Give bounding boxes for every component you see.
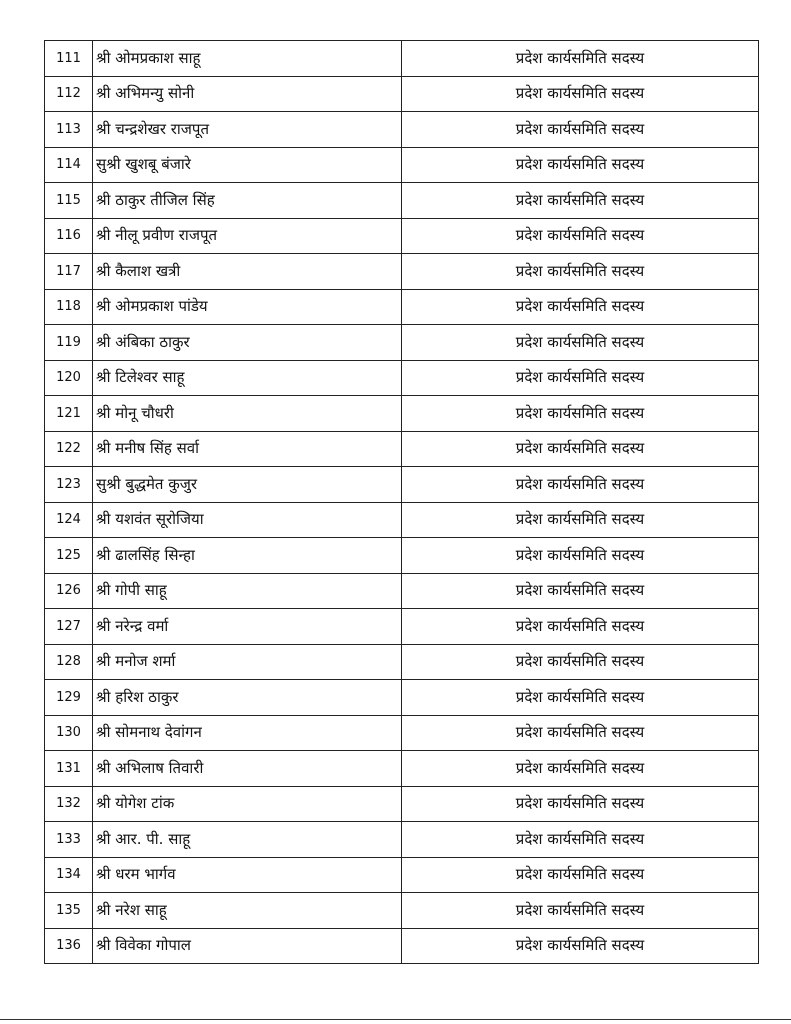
table-row	[45, 360, 759, 396]
member-post-cell: प्रदेश कार्यसमिति सदस्य	[402, 928, 759, 964]
table-row	[45, 893, 759, 929]
table-row	[45, 928, 759, 964]
serial-number-cell: 119	[45, 325, 93, 361]
serial-number-cell: 122	[45, 431, 93, 467]
serial-number-cell: 129	[45, 680, 93, 716]
member-name-cell: श्री अंबिका ठाकुर	[93, 325, 402, 361]
member-name-cell: श्री ठाकुर तीजिल सिंह	[93, 183, 402, 219]
serial-number-cell: 112	[45, 76, 93, 112]
table-row	[45, 325, 759, 361]
serial-number-cell: 113	[45, 112, 93, 148]
member-name-cell: श्री कैलाश खत्री	[93, 254, 402, 290]
serial-number-cell: 117	[45, 254, 93, 290]
table-row	[45, 715, 759, 751]
member-name-cell: श्री ढालसिंह सिन्हा	[93, 538, 402, 574]
table-row	[45, 502, 759, 538]
serial-number-cell: 121	[45, 396, 93, 432]
member-name-cell: श्री चन्द्रशेखर राजपूत	[93, 112, 402, 148]
table-row	[45, 751, 759, 787]
serial-number-cell: 131	[45, 751, 93, 787]
member-name-cell: श्री नीलू प्रवीण राजपूत	[93, 218, 402, 254]
member-name-cell: श्री ओमप्रकाश पांडेय	[93, 289, 402, 325]
table-row	[45, 112, 759, 148]
serial-number-cell: 127	[45, 609, 93, 645]
serial-number-cell: 133	[45, 822, 93, 858]
member-name-cell: श्री गोपी साहू	[93, 573, 402, 609]
table-row	[45, 822, 759, 858]
member-name-cell: श्री अभिलाष तिवारी	[93, 751, 402, 787]
serial-number-cell: 114	[45, 147, 93, 183]
serial-number-cell: 130	[45, 715, 93, 751]
member-name-cell: श्री टिलेश्वर साहू	[93, 360, 402, 396]
table-row	[45, 431, 759, 467]
member-post-cell: प्रदेश कार्यसमिति सदस्य	[402, 396, 759, 432]
member-post-cell: प्रदेश कार्यसमिति सदस्य	[402, 41, 759, 77]
member-post-cell: प्रदेश कार्यसमिति सदस्य	[402, 218, 759, 254]
member-name-cell: श्री मोनू चौधरी	[93, 396, 402, 432]
member-post-cell: प्रदेश कार्यसमिति सदस्य	[402, 893, 759, 929]
serial-number-cell: 123	[45, 467, 93, 503]
member-post-cell: प्रदेश कार्यसमिति सदस्य	[402, 715, 759, 751]
table-row	[45, 680, 759, 716]
table-row	[45, 218, 759, 254]
member-post-cell: प्रदेश कार्यसमिति सदस्य	[402, 76, 759, 112]
member-post-cell: प्रदेश कार्यसमिति सदस्य	[402, 538, 759, 574]
table-row	[45, 786, 759, 822]
member-name-cell: श्री आर. पी. साहू	[93, 822, 402, 858]
table-row	[45, 289, 759, 325]
table-row	[45, 41, 759, 77]
serial-number-cell: 135	[45, 893, 93, 929]
member-name-cell: श्री नरेश साहू	[93, 893, 402, 929]
member-post-cell: प्रदेश कार्यसमिति सदस्य	[402, 254, 759, 290]
member-name-cell: श्री योगेश टांक	[93, 786, 402, 822]
member-post-cell: प्रदेश कार्यसमिति सदस्य	[402, 325, 759, 361]
member-name-cell: श्री नरेन्द्र वर्मा	[93, 609, 402, 645]
table-row	[45, 467, 759, 503]
serial-number-cell: 116	[45, 218, 93, 254]
table-row	[45, 644, 759, 680]
member-post-cell: प्रदेश कार्यसमिति सदस्य	[402, 573, 759, 609]
serial-number-cell: 111	[45, 41, 93, 77]
table-row	[45, 538, 759, 574]
member-name-cell: श्री मनोज शर्मा	[93, 644, 402, 680]
serial-number-cell: 120	[45, 360, 93, 396]
table-row	[45, 147, 759, 183]
serial-number-cell: 132	[45, 786, 93, 822]
member-post-cell: प्रदेश कार्यसमिति सदस्य	[402, 183, 759, 219]
member-post-cell: प्रदेश कार्यसमिति सदस्य	[402, 786, 759, 822]
table-row	[45, 76, 759, 112]
member-post-cell: प्रदेश कार्यसमिति सदस्य	[402, 502, 759, 538]
member-post-cell: प्रदेश कार्यसमिति सदस्य	[402, 431, 759, 467]
serial-number-cell: 134	[45, 857, 93, 893]
member-name-cell: सुश्री बुद्धमेत कुजुर	[93, 467, 402, 503]
serial-number-cell: 128	[45, 644, 93, 680]
member-rows	[45, 41, 759, 964]
member-post-cell: प्रदेश कार्यसमिति सदस्य	[402, 751, 759, 787]
member-name-cell: सुश्री खुशबू बंजारे	[93, 147, 402, 183]
member-name-cell: श्री हरिश ठाकुर	[93, 680, 402, 716]
member-post-cell: प्रदेश कार्यसमिति सदस्य	[402, 147, 759, 183]
table-row	[45, 183, 759, 219]
member-post-cell: प्रदेश कार्यसमिति सदस्य	[402, 822, 759, 858]
member-list-table	[44, 40, 759, 964]
serial-number-cell: 136	[45, 928, 93, 964]
table-row	[45, 396, 759, 432]
serial-number-cell: 118	[45, 289, 93, 325]
serial-number-cell: 124	[45, 502, 93, 538]
member-post-cell: प्रदेश कार्यसमिति सदस्य	[402, 467, 759, 503]
page-bottom-rule	[0, 1019, 791, 1020]
member-post-cell: प्रदेश कार्यसमिति सदस्य	[402, 289, 759, 325]
member-name-cell: श्री धरम भार्गव	[93, 857, 402, 893]
member-post-cell: प्रदेश कार्यसमिति सदस्य	[402, 360, 759, 396]
member-name-cell: श्री ओमप्रकाश साहू	[93, 41, 402, 77]
member-post-cell: प्रदेश कार्यसमिति सदस्य	[402, 680, 759, 716]
member-post-cell: प्रदेश कार्यसमिति सदस्य	[402, 112, 759, 148]
table-row	[45, 609, 759, 645]
member-post-cell: प्रदेश कार्यसमिति सदस्य	[402, 644, 759, 680]
member-name-cell: श्री अभिमन्यु सोनी	[93, 76, 402, 112]
member-name-cell: श्री विवेका गोपाल	[93, 928, 402, 964]
member-post-cell: प्रदेश कार्यसमिति सदस्य	[402, 857, 759, 893]
serial-number-cell: 115	[45, 183, 93, 219]
serial-number-cell: 125	[45, 538, 93, 574]
serial-number-cell: 126	[45, 573, 93, 609]
table-row	[45, 573, 759, 609]
member-name-cell: श्री सोमनाथ देवांगन	[93, 715, 402, 751]
member-name-cell: श्री मनीष सिंह सर्वा	[93, 431, 402, 467]
member-post-cell: प्रदेश कार्यसमिति सदस्य	[402, 609, 759, 645]
table-row	[45, 254, 759, 290]
member-name-cell: श्री यशवंत सूरोजिया	[93, 502, 402, 538]
table-row	[45, 857, 759, 893]
